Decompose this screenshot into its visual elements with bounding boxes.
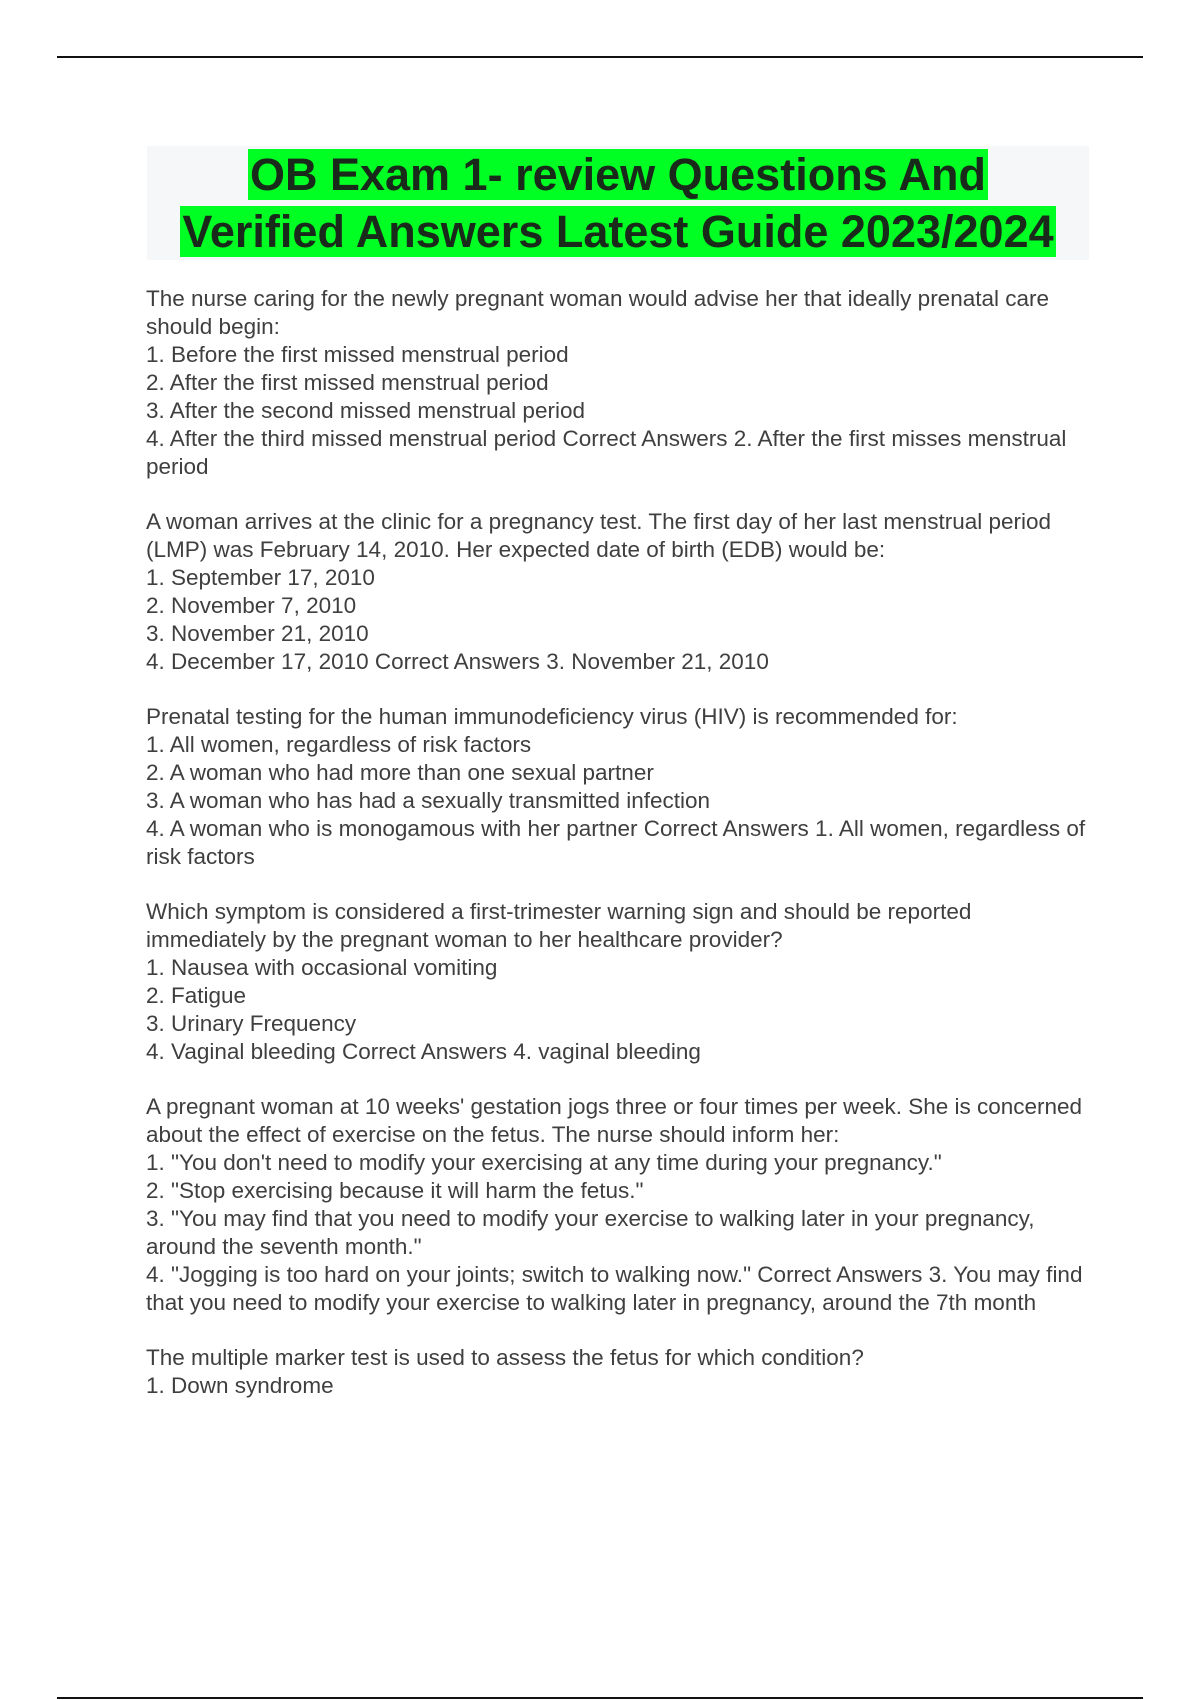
option-2: 2. "Stop exercising because it will harm the fetus." xyxy=(146,1178,644,1203)
option-1: 1. September 17, 2010 xyxy=(146,565,375,590)
option-3: 3. November 21, 2010 xyxy=(146,621,369,646)
option-2: 2. Fatigue xyxy=(146,983,247,1008)
question-list xyxy=(146,285,1096,1427)
option-4-with-answer: 4. A woman who is monogamous with her partner Correct Answers 1. All women, regardless of risk factors xyxy=(146,816,1086,869)
question-text: The nurse caring for the newly pregnant woman would advise her that ideally prenatal care should begin: xyxy=(146,286,1050,339)
question-block-6 xyxy=(146,1344,1096,1400)
question-block-4 xyxy=(146,898,1096,1066)
option-3: 3. A woman who has had a sexually transmitted infection xyxy=(146,788,711,813)
question-text: Prenatal testing for the human immunodeficiency virus (HIV) is recommended for: xyxy=(146,704,958,729)
option-2: 2. After the first missed menstrual period xyxy=(146,370,549,395)
top-rule xyxy=(57,56,1143,58)
option-4-with-answer: 4. Vaginal bleeding Correct Answers 4. vaginal bleeding xyxy=(146,1039,701,1064)
bottom-rule xyxy=(57,1697,1143,1699)
question-block-2 xyxy=(146,508,1096,676)
question-block-3 xyxy=(146,703,1096,871)
document-title xyxy=(147,146,1089,260)
question-text: The multiple marker test is used to assess the fetus for which condition? xyxy=(146,1345,864,1370)
option-4-with-answer: 4. "Jogging is too hard on your joints; switch to walking now." Correct Answers 3. You may find that you need to modify your exercise to walking later in pregnancy, around the 7th month xyxy=(146,1262,1083,1315)
option-1: 1. "You don't need to modify your exercising at any time during your pregnancy." xyxy=(146,1150,942,1175)
title-line-2: Verified Answers Latest Guide 2023/2024 xyxy=(182,206,1054,257)
question-text: A pregnant woman at 10 weeks' gestation jogs three or four times per week. She is concerned about the effect of exercise on the fetus. The nurse should inform her: xyxy=(146,1094,1083,1147)
option-3: 3. After the second missed menstrual period xyxy=(146,398,585,423)
option-3: 3. Urinary Frequency xyxy=(146,1011,357,1036)
question-text: A woman arrives at the clinic for a pregnancy test. The first day of her last menstrual period (LMP) was February 14, 2010. Her expected date of birth (EDB) would be: xyxy=(146,509,1052,562)
option-1: 1. Nausea with occasional vomiting xyxy=(146,955,498,980)
option-4-with-answer: 4. After the third missed menstrual period Correct Answers 2. After the first misses menstrual period xyxy=(146,426,1067,479)
question-block-1 xyxy=(146,285,1096,481)
option-3: 3. "You may find that you need to modify your exercise to walking later in your pregnancy, around the seventh month." xyxy=(146,1206,1035,1259)
option-2: 2. A woman who had more than one sexual partner xyxy=(146,760,654,785)
question-text: Which symptom is considered a first-trimester warning sign and should be reported immediately by the pregnant woman to her healthcare provider? xyxy=(146,899,972,952)
option-1: 1. Down syndrome xyxy=(146,1373,334,1398)
option-4-with-answer: 4. December 17, 2010 Correct Answers 3. November 21, 2010 xyxy=(146,649,769,674)
option-1: 1. All women, regardless of risk factors xyxy=(146,732,532,757)
question-block-5 xyxy=(146,1093,1096,1317)
option-1: 1. Before the first missed menstrual period xyxy=(146,342,569,367)
option-2: 2. November 7, 2010 xyxy=(146,593,357,618)
title-line-1: OB Exam 1- review Questions And xyxy=(249,149,987,200)
